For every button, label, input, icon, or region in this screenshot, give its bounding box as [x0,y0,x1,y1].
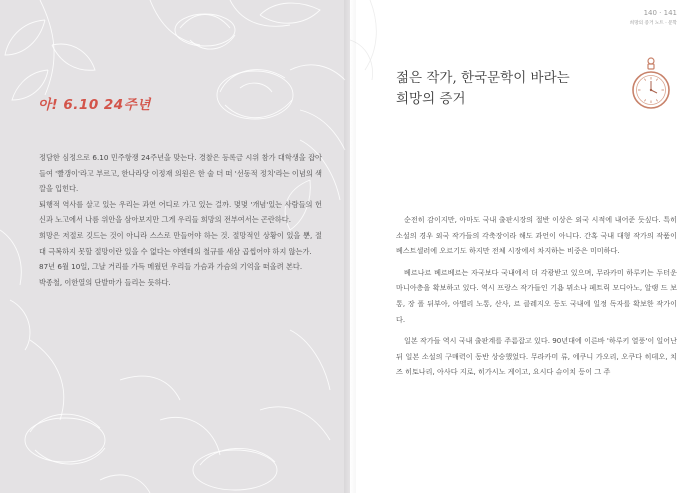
page-numbers: 140 · 141 [643,9,677,17]
paragraph: 일본 작가들 역시 국내 출판계를 주름잡고 있다. 90년대에 이른바 '하루키 열풍'이 일어난 뒤 일본 소설의 구매력이 동반 상승했었다. 무라카미 류, 에쿠니 가오리, 오쿠다 히데오, 치즈 히토나리, 아사다 지로, 히가시노 게이고, 요시다 슈이치 등이 그 주 [396,336,677,377]
pocket-watch-icon [630,56,672,116]
left-body-text [39,150,322,290]
paragraph: 박종철, 이한열의 단발마가 들리는 듯하다. [39,277,171,287]
right-body-text [396,212,677,380]
heading-line-1: 젊은 작가, 한국문학이 바라는 [396,70,570,86]
paragraph: 희망은 저절로 깃드는 것이 아니라 스스로 만들어야 하는 것. 절망적인 상황이 있을 뿐, 절대 극복하지 못할 절망이란 있을 수 없다는 야엔테의 철규를 새삼 곱씹어야 하지 않는가. [39,230,322,256]
paragraph: 순전히 감이지만, 아마도 국내 출판시장의 절반 이상은 외국 시적에 내어준 듯싶다. 특히 소설의 경우 외국 작가들의 각축장이라 해도 과언이 아니다. 간혹 국내 대형 작가의 작품이 베스트셀러에 오르기도 하지만 전체 시장에서 차지하는 비중은 미미하다. [396,215,677,256]
paragraph: 퇴행적 역사를 살고 있는 우리는 과연 어디로 가고 있는 걸까. 몇몇 '개념'있는 사람들의 헌신과 노고에서 나름 위안을 삼아보지만 그게 우리들 희망의 전부여서는 곤란하다. [39,199,322,225]
section-heading [396,68,570,110]
right-page [350,0,700,493]
paragraph: 정담한 심정으로 6.10 민주항쟁 24주년을 맞는다. 경찰은 등록금 시위 참가 대학생을 잡아들여 '빨갱이'라고 부르고, 한나라당 이정재 의원은 한 술 더 떠 '선동적 정치'라는 이념의 색깔을 입힌다. [39,153,322,194]
running-head: 희망의 증거 노트 · 문학 [629,21,677,26]
heading-line-2: 희망의 증거 [396,91,466,107]
handwritten-title: 아! 6.10 24주년 [38,97,151,113]
book-gutter [344,0,356,493]
paragraph: 베르나르 베르베르는 자국보다 국내에서 더 각광받고 있으며, 무라카미 하루키는 두터운 마니아층을 확보하고 있다. 역시 프랑스 작가들인 기욤 뮈소나 페트릭 모디아노, 알랭 드 보통, 장 폴 뒤부아, 아멜리 노통, 산사, 르 클레지오 등도 국내에 일정 독자를 확보한 작가이다. [396,267,677,324]
paragraph: 87년 6월 10일, 그날 거리를 가득 메웠던 우리들 가슴과 가슴의 기억을 떠올려 본다. [39,262,303,272]
